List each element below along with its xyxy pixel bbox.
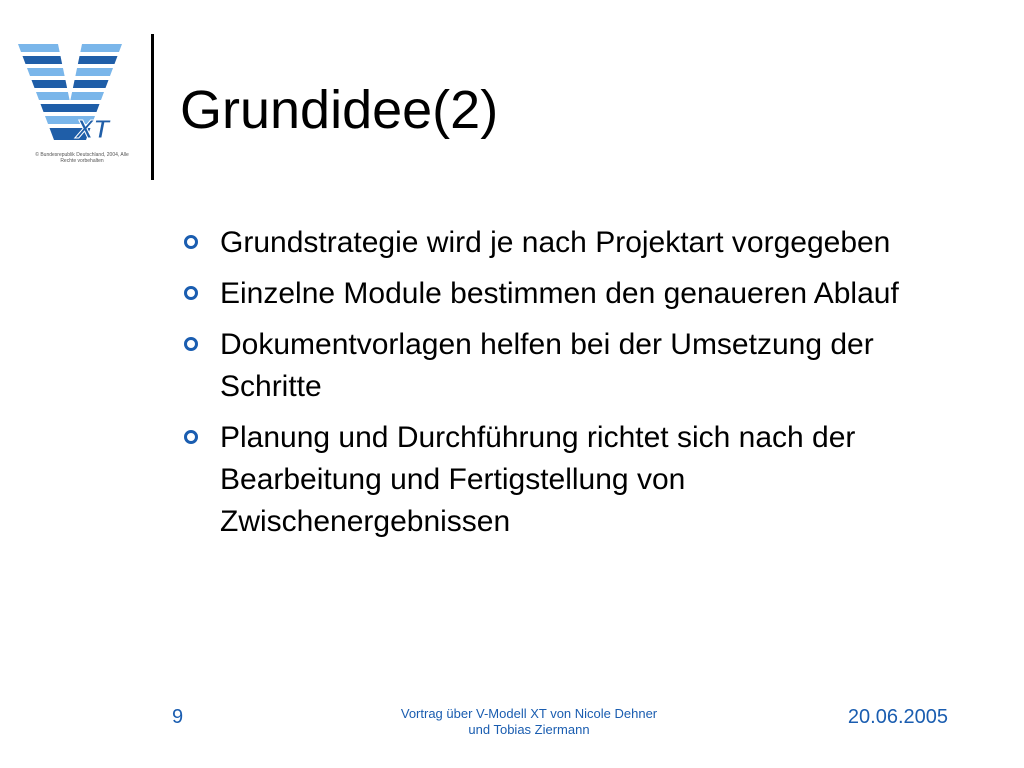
logo-graphic — [14, 42, 126, 152]
logo-copyright: © Bundesrepublik Deutschland, 2004, Alle Rechte vorbehalten — [35, 152, 129, 164]
bullet-text: Planung und Durchführung richtet sich nach der Bearbeitung und Fertigstellung von Zwischenergebnissen — [220, 421, 856, 538]
bullet-item — [184, 324, 964, 408]
bullet-text: Einzelne Module bestimmen den genaueren Ablauf — [220, 277, 899, 310]
v-modell-xt-logo-icon — [14, 42, 129, 172]
bullet-item — [184, 273, 964, 315]
footer-date: 20.06.2005 — [847, 706, 948, 728]
page-number: 9 — [172, 706, 184, 728]
circle-bullet-icon — [184, 337, 198, 351]
bullet-item — [184, 222, 964, 264]
slide-title: Grundidee(2) — [180, 80, 499, 140]
bullet-text: Grundstrategie wird je nach Projektart vorgegeben — [220, 226, 891, 259]
footer-line-2: und Tobias Ziermann — [468, 722, 590, 737]
bullet-list — [184, 222, 964, 552]
bullet-text: Dokumentvorlagen helfen bei der Umsetzung der Schritte — [220, 328, 874, 403]
circle-bullet-icon — [184, 430, 198, 444]
svg-text:XT: XT — [76, 114, 110, 144]
title-divider — [151, 34, 154, 180]
footer-line-1: Vortrag über V-Modell XT von Nicole Dehner — [400, 706, 658, 721]
circle-bullet-icon — [184, 286, 198, 300]
circle-bullet-icon — [184, 235, 198, 249]
bullet-item — [184, 417, 964, 543]
footer-presenters — [362, 706, 696, 738]
